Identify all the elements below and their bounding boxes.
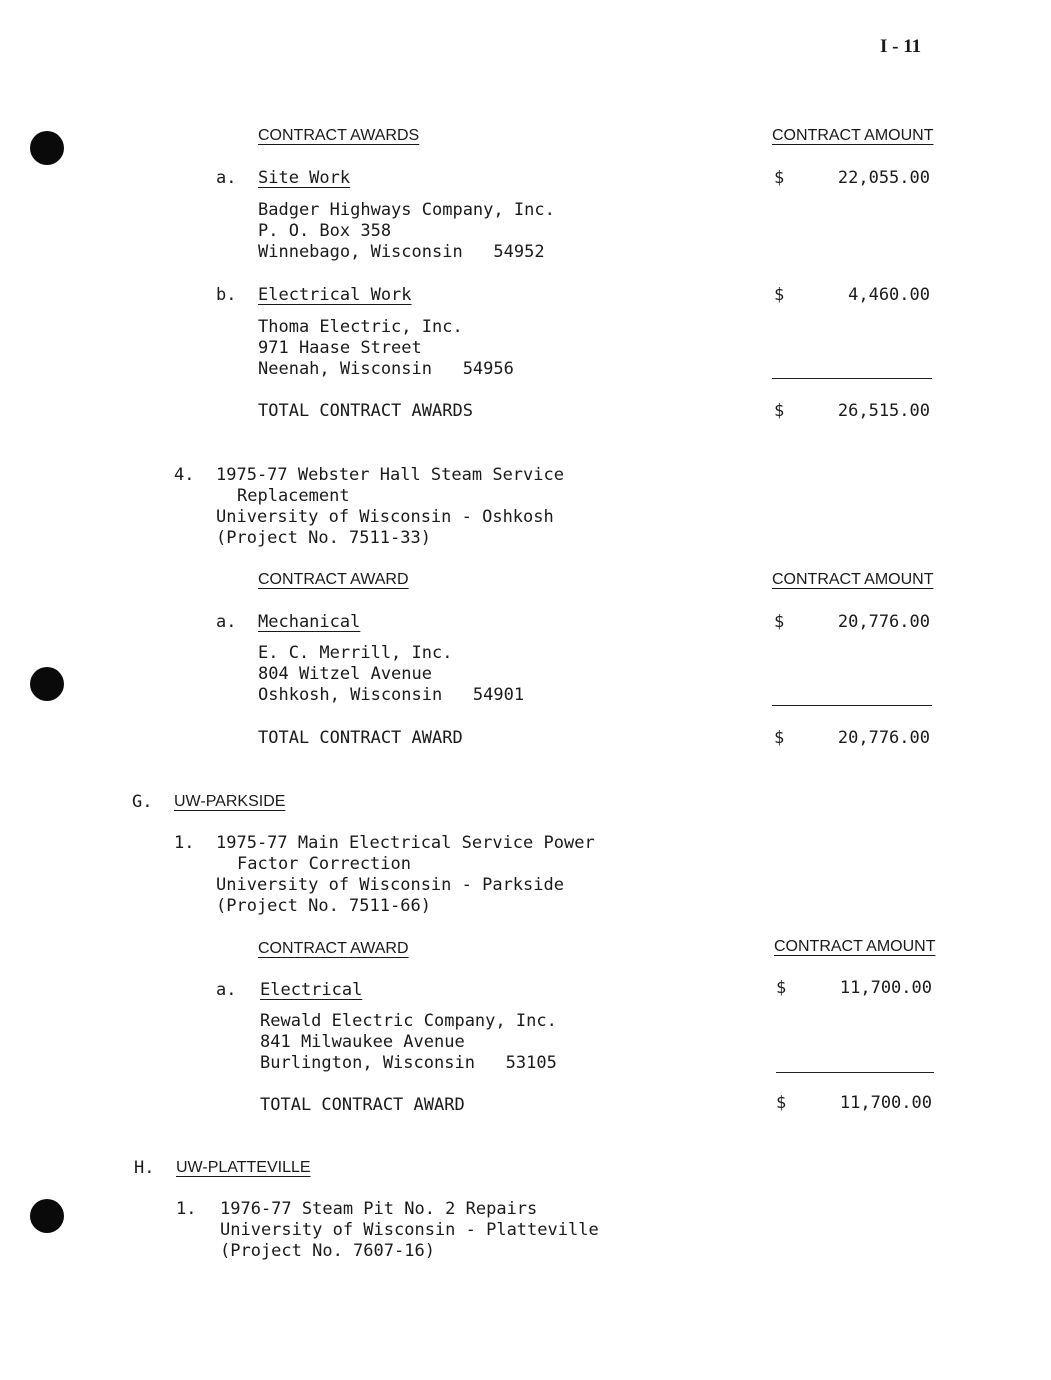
contractor-address: 804 Witzel Avenue — [258, 664, 432, 684]
contract-amount: 11,700.00 — [839, 978, 932, 998]
project-title: 1975-77 Webster Hall Steam Service — [216, 465, 564, 485]
contract-awards-header: CONTRACT AWARDS — [258, 127, 420, 144]
total-rule — [772, 705, 932, 706]
currency-sign: $ — [774, 401, 785, 421]
project-title-cont: Factor Correction — [237, 854, 411, 874]
contractor-city: Oshkosh, Wisconsin 54901 — [258, 685, 525, 705]
project-id: (Project No. 7511-33) — [216, 528, 431, 548]
total-label: TOTAL CONTRACT AWARDS — [258, 401, 473, 421]
project-id: (Project No. 7607-16) — [220, 1241, 435, 1261]
item-letter: a. — [216, 980, 237, 1000]
total-label: TOTAL CONTRACT AWARD — [260, 1095, 465, 1115]
total-amount: 20,776.00 — [837, 728, 930, 748]
total-rule — [772, 378, 932, 379]
currency-sign: $ — [774, 168, 785, 188]
contractor-name: Badger Highways Company, Inc. — [258, 200, 555, 220]
section-letter: G. — [132, 792, 153, 812]
item-title: Mechanical — [258, 612, 361, 632]
contractor-address: P. O. Box 358 — [258, 221, 392, 241]
project-institution: University of Wisconsin - Oshkosh — [216, 507, 554, 527]
contract-award-header: CONTRACT AWARD — [258, 571, 409, 588]
contractor-city: Winnebago, Wisconsin 54952 — [258, 242, 545, 262]
currency-sign: $ — [774, 285, 785, 305]
total-amount: 26,515.00 — [837, 401, 930, 421]
item-title: Electrical — [260, 980, 363, 1000]
section-title: UW-PLATTEVILLE — [176, 1159, 311, 1176]
binder-hole-bottom — [30, 1199, 64, 1233]
item-letter: a. — [216, 612, 237, 632]
total-rule — [776, 1072, 934, 1073]
project-number: 1. — [174, 833, 195, 853]
item-letter: a. — [216, 168, 237, 188]
contractor-city: Burlington, Wisconsin 53105 — [260, 1053, 557, 1073]
project-number: 1. — [176, 1199, 197, 1219]
project-id: (Project No. 7511-66) — [216, 896, 431, 916]
section-title: UW-PARKSIDE — [174, 793, 286, 810]
contractor-name: E. C. Merrill, Inc. — [258, 643, 453, 663]
project-title-cont: Replacement — [237, 486, 350, 506]
total-label: TOTAL CONTRACT AWARD — [258, 728, 463, 748]
contract-amount-header: CONTRACT AMOUNT — [772, 127, 934, 144]
project-institution: University of Wisconsin - Parkside — [216, 875, 564, 895]
contract-amount-header: CONTRACT AMOUNT — [774, 938, 936, 955]
contractor-name: Rewald Electric Company, Inc. — [260, 1011, 557, 1031]
item-title: Electrical Work — [258, 285, 412, 305]
total-amount: 11,700.00 — [839, 1093, 932, 1113]
contract-amount: 22,055.00 — [837, 168, 930, 188]
contractor-address: 971 Haase Street — [258, 338, 422, 358]
project-title: 1976-77 Steam Pit No. 2 Repairs — [220, 1199, 538, 1219]
contractor-address: 841 Milwaukee Avenue — [260, 1032, 465, 1052]
section-letter: H. — [134, 1158, 155, 1178]
item-title: Site Work — [258, 168, 351, 188]
binder-hole-top — [30, 131, 64, 165]
contract-award-header: CONTRACT AWARD — [258, 940, 409, 957]
page-number: I - 11 — [880, 36, 922, 57]
project-number: 4. — [174, 465, 195, 485]
contractor-name: Thoma Electric, Inc. — [258, 317, 463, 337]
binder-hole-middle — [30, 667, 64, 701]
currency-sign: $ — [776, 1093, 787, 1113]
contract-amount: 20,776.00 — [837, 612, 930, 632]
contractor-city: Neenah, Wisconsin 54956 — [258, 359, 514, 379]
item-letter: b. — [216, 285, 237, 305]
currency-sign: $ — [774, 612, 785, 632]
contract-amount: 4,460.00 — [848, 285, 930, 305]
currency-sign: $ — [776, 978, 787, 998]
project-title: 1975-77 Main Electrical Service Power — [216, 833, 595, 853]
currency-sign: $ — [774, 728, 785, 748]
contract-amount-header: CONTRACT AMOUNT — [772, 571, 934, 588]
project-institution: University of Wisconsin - Platteville — [220, 1220, 599, 1240]
